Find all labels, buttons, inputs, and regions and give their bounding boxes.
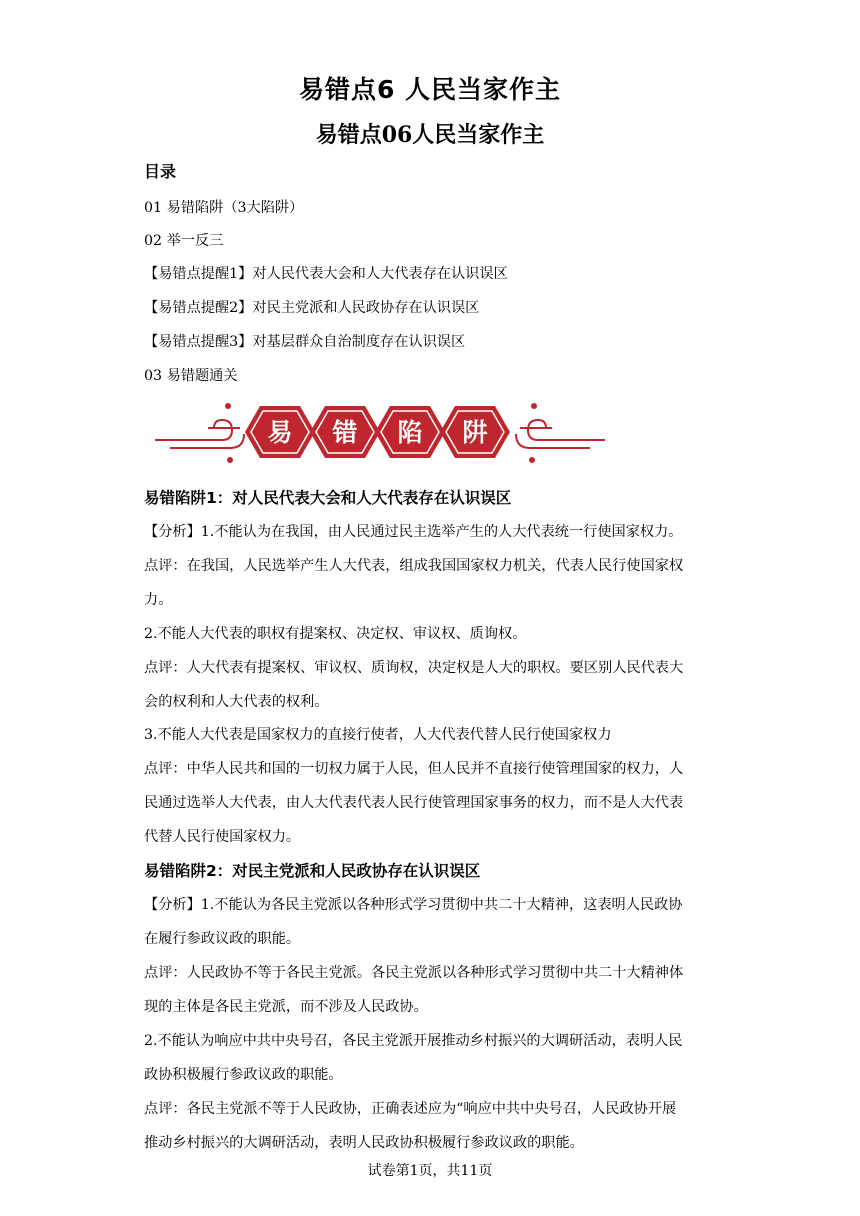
page-subtitle: 易错点06人民当家作主 — [315, 122, 545, 148]
toc-heading: 目录 — [144, 162, 177, 181]
toc-item: 01 易错陷阱（3大陷阱） — [144, 200, 304, 216]
banner-char: 阱 — [462, 418, 488, 447]
paragraph-line: 推动乡村振兴的大调研活动，表明人民政协积极履行参政议政的职能。 — [144, 1135, 584, 1151]
paragraph-line: 现的主体是各民主党派，而不涉及人民政协。 — [144, 999, 428, 1015]
paragraph-line — [144, 895, 724, 915]
toc-item: 【易错点提醒1】对人民代表大会和人大代表存在认识误区 — [144, 266, 508, 282]
paragraph-line: 点评：在我国，人民选举产生人大代表，组成我国国家权力机关，代表人民行使国家权 — [144, 558, 684, 574]
paragraph-line: 在履行参政议政的职能。 — [144, 931, 301, 947]
paragraph-line: 民通过选举人大代表，由人大代表代表人民行使管理国家事务的权力，而不是人大代表 — [144, 795, 684, 811]
paragraph-line: 点评：人民政协不等于各民主党派。各民主党派以各种形式学习贯彻中共二十大精神体 — [144, 965, 684, 981]
paragraph-line: 政协积极履行参政议政的职能。 — [144, 1067, 343, 1083]
toc-item: 03 易错题通关 — [144, 368, 238, 384]
paragraph-line: 2.不能认为响应中共中央号召，各民主党派开展推动乡村振兴的大调研活动，表明人民 — [144, 1033, 683, 1049]
banner-char: 易 — [267, 418, 293, 447]
banner-char: 错 — [332, 418, 358, 447]
trap1-heading: 易错陷阱1：对人民代表大会和人大代表存在认识误区 — [144, 489, 512, 507]
page-title: 易错点6 人民当家作主 — [298, 75, 562, 104]
paragraph-line: 点评：中华人民共和国的一切权力属于人民，但人民并不直接行使管理国家的权力，人 — [144, 761, 684, 777]
trap2-heading: 易错陷阱2：对民主党派和人民政协存在认识误区 — [144, 862, 481, 880]
paragraph-line: 点评：各民主党派不等于人民政协，正确表述应为“响应中共中央号召，人民政协开展 — [144, 1101, 677, 1117]
analysis-text: 1.不能认为各民主党派以各种形式学习贯彻中共二十大精神，这表明人民政协 — [200, 897, 683, 913]
analysis-tag: 【分析】 — [144, 524, 201, 540]
trap-banner — [150, 398, 610, 466]
paragraph-line: 点评：人大代表有提案权、审议权、质询权，决定权是人大的职权。要区别人民代表大 — [144, 660, 684, 676]
paragraph-line: 3.不能人大代表是国家权力的直接行使者，人大代表代替人民行使国家权力 — [144, 727, 612, 743]
toc-item: 02 举一反三 — [144, 233, 224, 249]
paragraph-line: 代替人民行使国家权力。 — [144, 829, 301, 845]
paragraph-line: 力。 — [144, 592, 173, 608]
toc-item: 【易错点提醒3】对基层群众自治制度存在认识误区 — [144, 334, 466, 350]
analysis-text: 1.不能认为在我国，由人民通过民主选举产生的人大代表统一行使国家权力。 — [200, 524, 683, 540]
page-footer: 试卷第1页，共11页 — [367, 1163, 493, 1179]
analysis-tag: 【分析】 — [144, 897, 201, 913]
paragraph-line: 2.不能人大代表的职权有提案权、决定权、审议权、质询权。 — [144, 626, 527, 642]
toc-item: 【易错点提醒2】对民主党派和人民政协存在认识误区 — [144, 300, 480, 316]
banner-char: 陷 — [397, 418, 423, 447]
paragraph-line — [144, 522, 724, 542]
paragraph-line: 会的权利和人大代表的权利。 — [144, 694, 329, 710]
